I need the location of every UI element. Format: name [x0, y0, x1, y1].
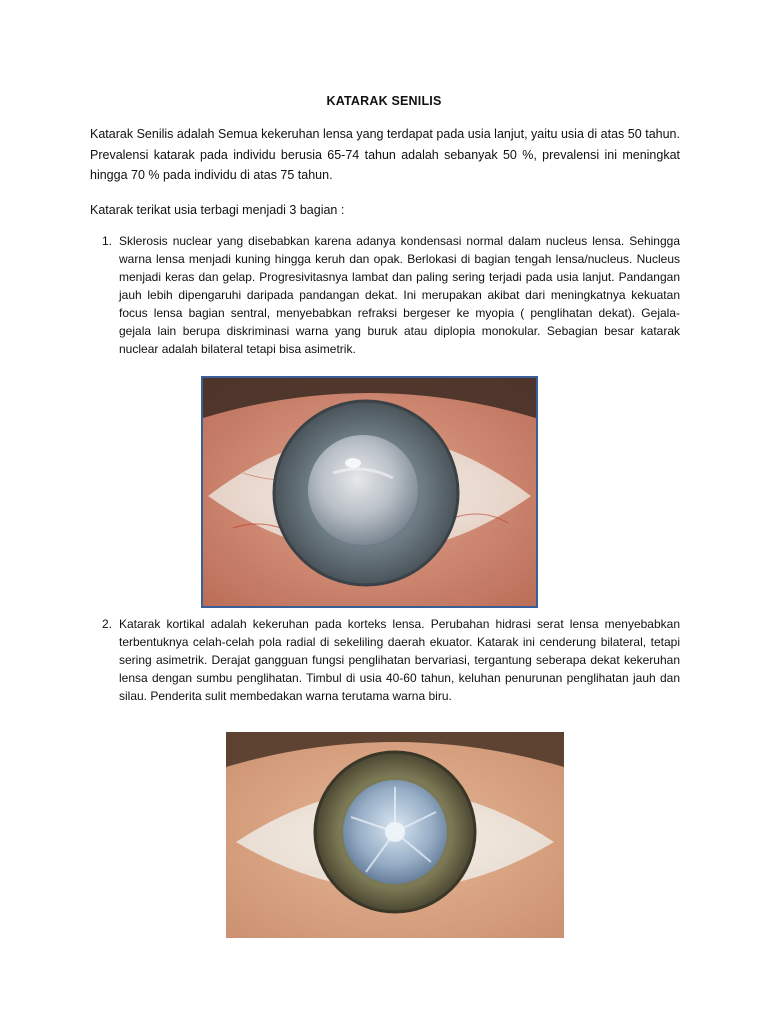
- list-item-text: Sklerosis nuclear yang disebabkan karena adanya kondensasi normal dalam nucleus lensa. Sehingga warna lensa menjadi kuning hingga keruh dan opak. Berlokasi di bagian tengah lensa/nucleus. Nucleus menjadi keras dan gelap. Progresivitasnya lambat dan paling sering terjadi pada usia lanjut. Pandangan jauh lebih dipengaruhi daripada pandangan dekat. Ini merupakan akibat dari meningkatnya kekuatan focus lensa bagian sentral, menyebabkan refraksi bergeser ke myopia ( penglihatan dekat). Gejala- gejala lain berupa diskriminasi warna yang buruk atau diplopia monokular. Sebagian besar katarak nuclear adalah bilateral tetapi bisa asimetrik.: [119, 234, 680, 356]
- eye-icon: [203, 378, 536, 606]
- intro-paragraph: Katarak Senilis adalah Semua kekeruhan lensa yang terdapat pada usia lanjut, yaitu usia di atas 50 tahun. Prevalensi katarak pada individu berusia 65-74 tahun adalah sebanyak 50 %, prevalensi ini meningkat hingga 70 % pada individu di atas 75 tahun.: [90, 127, 680, 182]
- list-number: 2.: [102, 617, 113, 631]
- eye-icon: [226, 732, 564, 938]
- list-item-text: Katarak kortikal adalah kekeruhan pada korteks lensa. Perubahan hidrasi serat lensa menyebabkan terbentuknya celah-celah pola radial di sekeliling daerah ekuator. Katarak ini cenderung bilateral, tetapi sering asimetrik. Derajat gangguan fungsi penglihatan bervariasi, tergantung seberapa dekat kekeruhan lensa dengan sumbu penglihatan. Timbul di usia 40-60 tahun, keluhan penurunan penglihatan jauh dan silau. Penderita sulit membedakan warna terutama warna biru.: [119, 617, 680, 703]
- cortical-cataract-photo: [226, 732, 564, 938]
- list-number: 1.: [102, 234, 113, 248]
- subheading-paragraph: Katarak terikat usia terbagi menjadi 3 bagian :: [90, 203, 345, 217]
- page-title: KATARAK SENILIS: [326, 94, 442, 108]
- nuclear-cataract-photo: [201, 376, 538, 608]
